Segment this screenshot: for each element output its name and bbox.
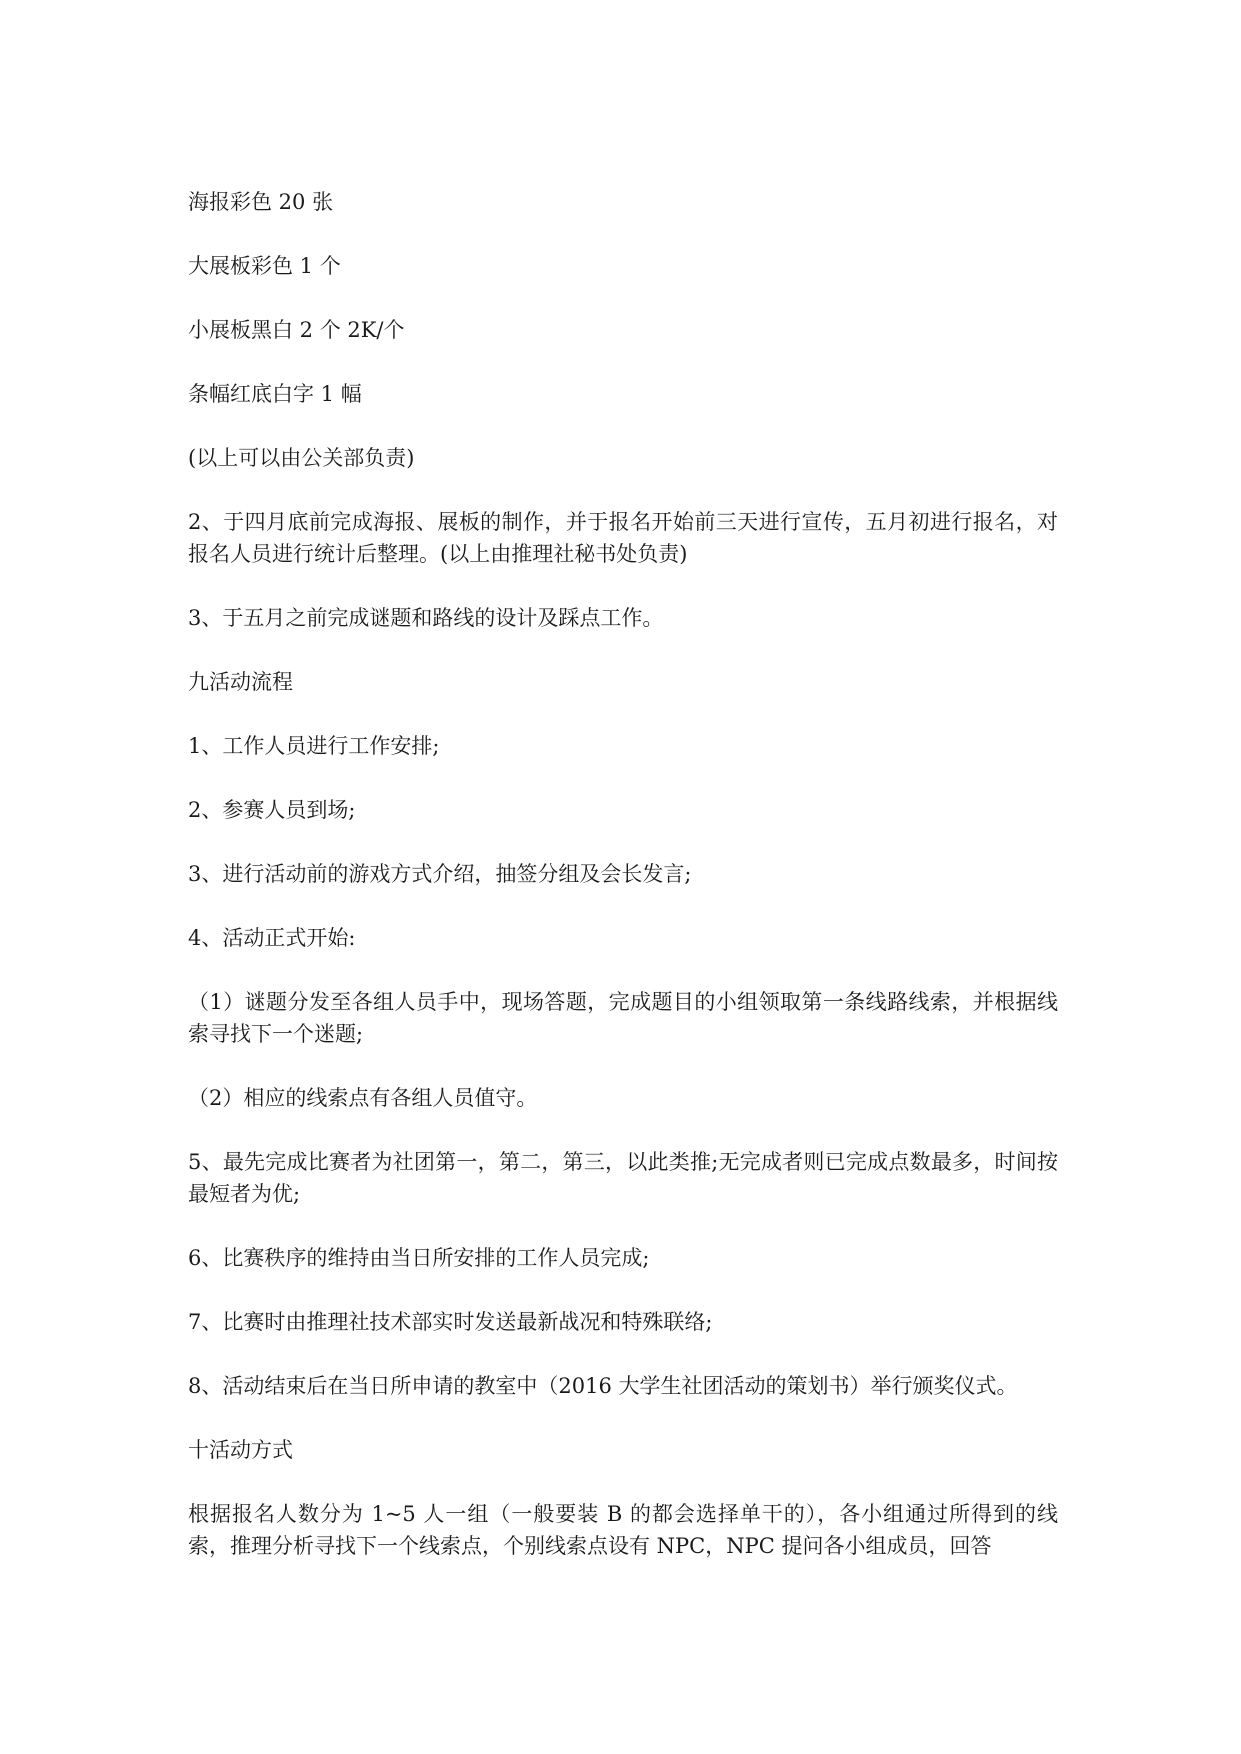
process-step-1: 1、工作人员进行工作安排; [188,734,440,758]
item-small-board: 小展板黑白 2 个 2K/个 [188,318,405,342]
process-step-7: 7、比赛时由推理社技术部实时发送最新战况和特殊联络; [188,1310,713,1334]
process-step-4: 4、活动正式开始: [188,926,356,950]
section-heading-process: 九活动流程 [188,670,293,694]
process-step-6: 6、比赛秩序的维持由当日所安排的工作人员完成; [188,1246,650,1270]
document-body [188,186,1058,1594]
item-large-board: 大展板彩色 1 个 [188,254,341,278]
item-poster: 海报彩色 20 张 [188,190,334,214]
prep-step-3: 3、于五月之前完成谜题和路线的设计及踩点工作。 [188,606,664,630]
prep-step-2: 2、于四月底前完成海报、展板的制作，并于报名开始前三天进行宣传，五月初进行报名，对报名人员进行统计后整理。(以上由推理社秘书处负责) [188,510,1058,566]
process-step-5: 5、最先完成比赛者为社团第一，第二，第三，以此类推;无完成者则已完成点数最多，时间按最短者为优; [188,1150,1058,1206]
method-description: 根据报名人数分为 1~5 人一组（一般要装 B 的都会选择单干的），各小组通过所得到的线索，推理分析寻找下一个线索点，个别线索点设有 NPC，NPC 提问各小组成员，回答 [188,1502,1058,1558]
process-substep-1: （1）谜题分发至各组人员手中，现场答题，完成题目的小组领取第一条线路线索，并根据线索寻找下一个迷题; [188,990,1058,1046]
pr-note: (以上可以由公关部负责) [188,446,415,470]
process-substep-2: （2）相应的线索点有各组人员值守。 [188,1086,538,1110]
process-step-8: 8、活动结束后在当日所申请的教室中（2016 大学生社团活动的策划书）举行颁奖仪式。 [188,1374,1018,1398]
item-banner: 条幅红底白字 1 幅 [188,382,362,406]
section-heading-method: 十活动方式 [188,1438,293,1462]
process-step-3: 3、进行活动前的游戏方式介绍，抽签分组及会长发言; [188,862,692,886]
process-step-2: 2、参赛人员到场; [188,798,356,822]
